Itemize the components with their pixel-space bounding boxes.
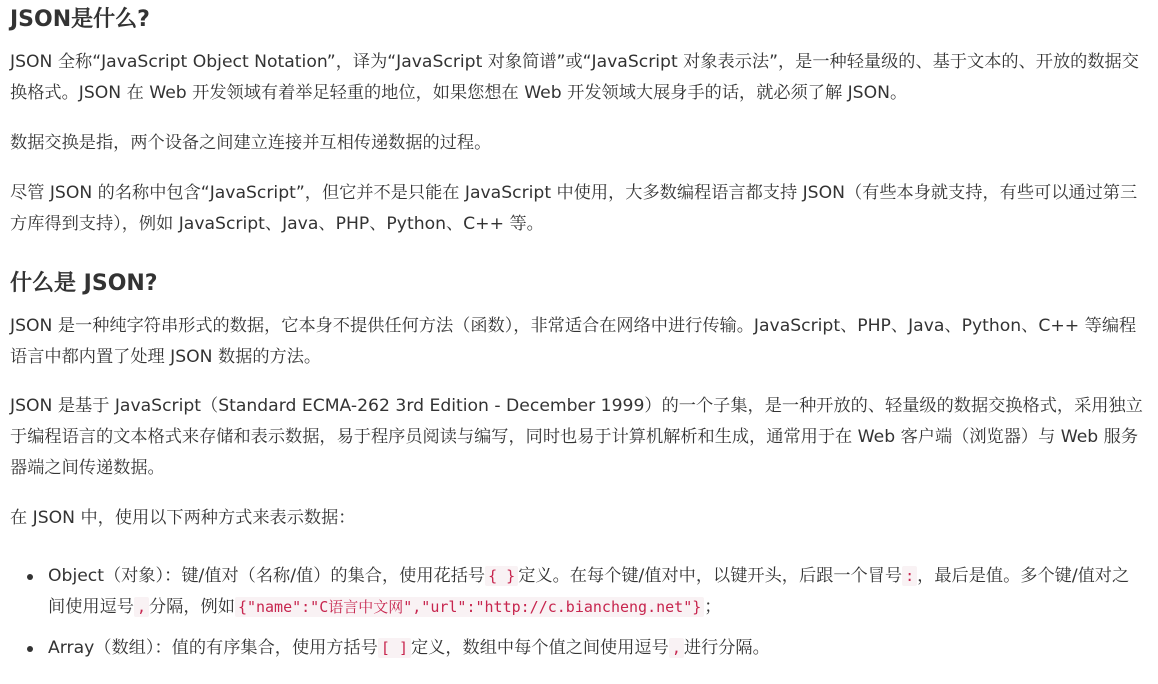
paragraph-data-exchange: 数据交换是指，两个设备之间建立连接并互相传递数据的过程。 [10,133,492,153]
object-text-2: 定义。在每个键/值对中，以键开头，后跟一个冒号 [518,566,903,586]
list-item-array [10,633,1146,664]
code-comma: , [669,638,684,658]
list-item-object [10,561,1146,623]
paragraph-two-ways: 在 JSON 中，使用以下两种方式来表示数据： [10,508,356,528]
bullet-dot [27,574,33,580]
object-text-3: ，最后是值。多个键/值对之间使用逗号 [48,566,1130,617]
paragraph-json-fullname: JSON 全称“JavaScript Object Notation”，译为“JavaScript 对象简谱”或“JavaScript 对象表示法”，是一种轻量级的、基于文本的、开放的数据交换格式。JSON 在 Web 开发领域有着举足轻重的地位，如果您想在 Web 开发领域大展身手的话，就必须了解 JSON。 [10,52,1139,103]
object-text-5: ； [704,597,722,617]
paragraph-language-support: 尽管 JSON 的名称中包含“JavaScript”，但它并不是只能在 JavaScript 中使用，大多数编程语言都支持 JSON（有些本身就支持，有些可以通过第三方库得到支持），例如 JavaScript、Java、PHP、Python、C++ 等。 [10,183,1138,234]
paragraph-json-string: JSON 是一种纯字符串形式的数据，它本身不提供任何方法（函数），非常适合在网络中进行传输。JavaScript、PHP、Java、Python、C++ 等编程语言中都内置了处理 JSON 数据的方法。 [10,316,1137,367]
code-braces: { } [485,566,518,586]
code-colon: : [902,566,917,586]
data-types-list [10,561,1146,664]
bullet-dot [27,646,33,652]
object-text-1: Object（对象）：键/值对（名称/值）的集合，使用花括号 [48,566,486,586]
section-title-what-is-json: JSON是什么? [10,7,150,32]
object-text-4: 分隔，例如 [148,597,235,617]
array-text-1: Array（数组）：值的有序集合，使用方括号 [48,638,378,658]
array-text-3: 进行分隔。 [683,638,770,658]
code-brackets: [ ] [378,638,411,658]
section-title-json-definition: 什么是 JSON? [10,271,158,296]
code-comma: , [134,597,149,617]
paragraph-json-subset: JSON 是基于 JavaScript（Standard ECMA-262 3rd Edition - December 1999）的一个子集，是一种开放的、轻量级的数据交换格式，采用独立于编程语言的文本格式来存储和表示数据，易于程序员阅读与编写，同时也易于计算机解析和生成，通常用于在 Web 客户端（浏览器）与 Web 服务器端之间传递数据。 [10,396,1143,478]
code-json-example: {"name":"C语言中文网","url":"http://c.biancheng.net"} [235,597,704,617]
array-text-2: 定义，数组中每个值之间使用逗号 [410,638,669,658]
